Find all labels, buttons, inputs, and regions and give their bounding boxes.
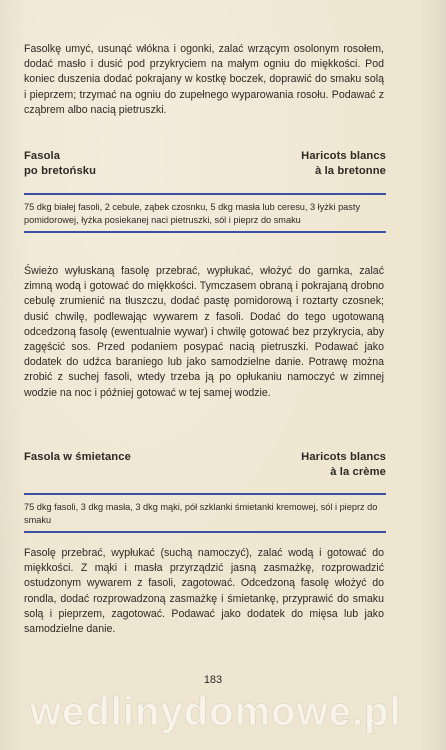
recipe-title-polish: Fasola w śmietance — [24, 451, 131, 463]
recipe-heading — [24, 149, 386, 181]
recipe-heading — [24, 450, 386, 482]
watermark: wedlinydomowe.pl — [30, 690, 402, 734]
ingredients-box — [24, 493, 386, 533]
page-number: 183 — [203, 674, 223, 686]
method-paragraph: Fasolę przebrać, wypłukać (suchą namoczyć), zalać wodą i gotować do miękkości. Z mąki i masła przyrządzić jasną zasmażkę, rozprowadzić ostudzonym wywarem z fasoli, zagotować. Odcedzoną fasolę włożyć do rondla, dodać rozprowadzoną zasmażkę i śmietankę, przyprawić do smaku solą i pieprzem, zagotować. Podawać jako dodatek do mięsa lub jako samodzielne danie. — [24, 547, 384, 636]
recipe-title-polish: Fasola po bretońsku — [24, 150, 97, 177]
ingredients-text: 75 dkg białej fasoli, 2 cebule, ząbek czosnku, 5 dkg masła lub ceresu, 3 łyżki pasty pomidorowej, łyżka posiekanej naci pietruszki, sól i pieprz do smaku — [24, 202, 361, 225]
recipe-title-french: Haricots blancs à la crème — [301, 451, 386, 478]
intro-paragraph: Fasolkę umyć, usunąć włókna i ogonki, zalać wrzącym osolonym rosołem, dodać masło i dusić pod przykryciem na małym ogniu do miękkości. Pod koniec duszenia dodać pokrajany w kostkę boczek, doprawić do smaku solą i pieprzem; trzymać na ogniu do zupełnego wyparowania rosołu. Podawać z cząbrem albo nacią pietruszki. — [24, 43, 384, 116]
method-paragraph: Świeżo wyłuskaną fasolę przebrać, wypłukać, włożyć do garnka, zalać zimną wodą i gotować do miękkości. Tymczasem obraną i pokrajaną drobno cebulę zrumienić na tłuszczu, dodać pastę pomidorową i roztarty czosnek; dusić chwilę, podlewając wywarem z fasoli. Dodać do tego ugotowaną odcedzoną fasolę (ewentualnie wywar) i chwilę gotować bez przykrycia, aby zagęścić sos. Przed podaniem posypać nacią pietruszki. Podawać jako dodatek do udźca baraniego lub jako samodzielne danie. Potrawę można zrobić z suchej fasoli, wtedy trzeba ją po opłukaniu namoczyć w zimnej wodzie na noc i później gotować w tej samej wodzie. — [24, 265, 384, 399]
ingredients-box — [24, 193, 386, 233]
recipe-title-french: Haricots blancs à la bretonne — [301, 150, 386, 177]
ingredients-text: 75 dkg fasoli, 3 dkg masła, 3 dkg mąki, pół szklanki śmietanki kremowej, sól i pieprz do smaku — [24, 502, 378, 525]
